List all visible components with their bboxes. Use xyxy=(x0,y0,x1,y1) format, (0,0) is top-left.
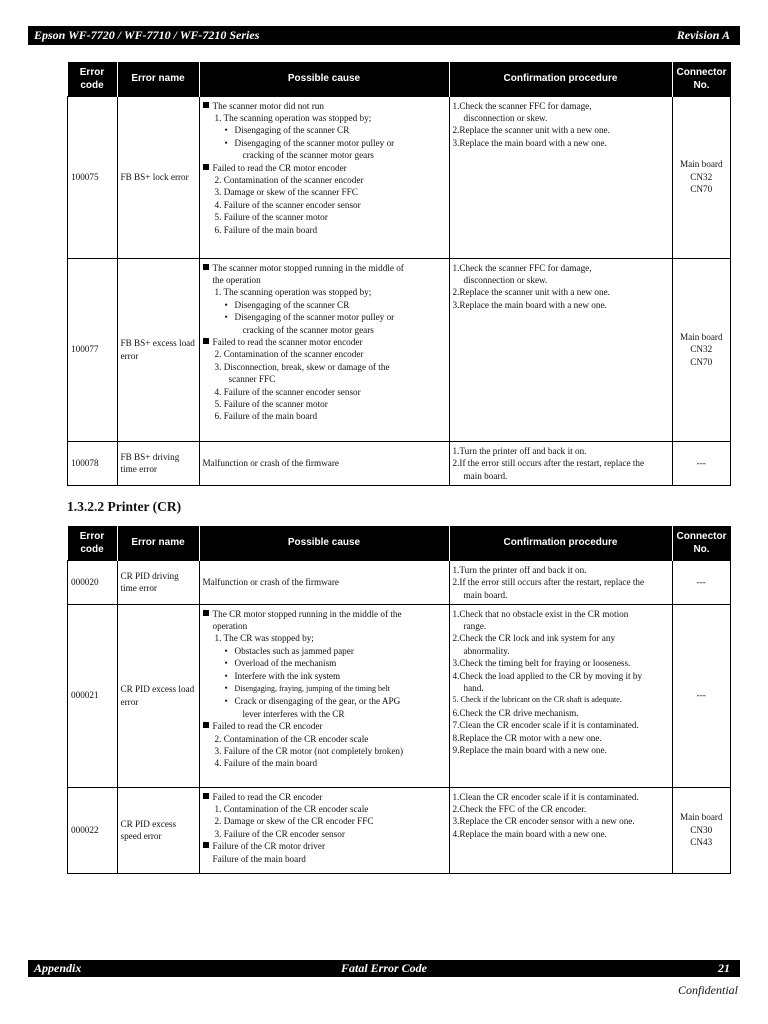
confirmation-line: 2.Check the CR lock and ink system for any xyxy=(452,633,616,644)
bullet-dot-icon: • xyxy=(224,299,228,310)
confidential-label: Confidential xyxy=(678,983,738,997)
square-bullet-icon xyxy=(203,164,209,170)
confirmation-cell xyxy=(449,604,672,787)
confirmation-line: disconnection or skew. xyxy=(463,274,548,285)
confirmation-cell xyxy=(449,787,672,873)
cause-line: 3. Disconnection, break, skew or damage of the xyxy=(214,361,390,372)
confirmation-line: 1.Turn the printer off and back it on. xyxy=(452,445,587,456)
col-confirmation: Confirmation procedure xyxy=(449,62,672,96)
connector-cell xyxy=(672,787,731,873)
connector-line: Main board xyxy=(679,812,723,823)
bullet-dot-icon: • xyxy=(224,670,228,681)
cause-line xyxy=(203,645,446,657)
bullet-text: Disengaging, fraying, jumping of the timing belt xyxy=(234,683,391,693)
bullet-dot-icon: • xyxy=(224,658,228,669)
confirmation-line: 2.Replace the scanner unit with a new one. xyxy=(452,287,610,298)
col-connector: Connector No. xyxy=(672,526,731,560)
cause-line: the operation xyxy=(212,274,261,285)
error-name-cell: CR PID excess speed error xyxy=(117,787,199,873)
confirmation-line: main board. xyxy=(463,589,508,600)
col-confirmation: Confirmation procedure xyxy=(449,526,672,560)
cause-line: Failed to read the scanner motor encoder xyxy=(203,336,446,348)
confirmation-line: 4.Check the load applied to the CR by moving it by xyxy=(452,670,643,681)
bullet-dot-icon: • xyxy=(224,312,228,323)
connector-cell xyxy=(672,560,731,604)
bullet-text: Obstacles such as jammed paper xyxy=(234,645,354,656)
possible-cause-cell xyxy=(199,787,449,873)
confirmation-line: main board. xyxy=(463,470,508,481)
connector-line: Main board xyxy=(679,331,723,342)
cause-line: 3. Damage or skew of the scanner FFC xyxy=(214,187,358,198)
confirmation-line: 3.Replace the main board with a new one. xyxy=(452,299,607,310)
square-bullet-icon xyxy=(203,338,209,344)
cause-line: 5. Failure of the scanner motor xyxy=(214,212,328,223)
cause-line xyxy=(203,657,446,669)
cause-line: Failed to read the CR encoder xyxy=(203,720,446,732)
possible-cause-cell xyxy=(199,560,449,604)
cause-line: Failure of the CR motor driver xyxy=(203,840,446,852)
connector-line: CN32 xyxy=(690,171,713,182)
scanner-error-table xyxy=(67,62,731,486)
cause-line: 4. Failure of the scanner encoder sensor xyxy=(214,386,361,397)
cause-line xyxy=(203,670,446,682)
cause-line: lever interferes with the CR xyxy=(242,708,345,719)
bullet-dot-icon: • xyxy=(224,137,228,148)
confirmation-line: disconnection or skew. xyxy=(463,112,548,123)
confirmation-cell xyxy=(449,258,672,441)
footer-section: Appendix xyxy=(34,961,82,975)
square-bullet-icon xyxy=(203,102,209,108)
possible-cause-cell xyxy=(199,96,449,258)
cause-line: 6. Failure of the main board xyxy=(214,224,318,235)
bullet-text: Overload of the mechanism xyxy=(234,658,337,669)
table-row xyxy=(68,604,731,787)
confirmation-line: 2.Replace the scanner unit with a new one. xyxy=(452,125,610,136)
confirmation-line: range. xyxy=(463,620,487,631)
bullet-text: Disengaging of the scanner motor pulley or xyxy=(234,312,395,323)
section-title: 1.3.2.2 Printer (CR) xyxy=(67,499,182,514)
cause-line: Failed to read the CR motor encoder xyxy=(203,162,446,174)
confirmation-line: 4.Replace the main board with a new one. xyxy=(452,828,607,839)
bullet-dot-icon: • xyxy=(224,645,228,656)
col-possible-cause: Possible cause xyxy=(199,62,449,96)
confirmation-cell xyxy=(449,96,672,258)
header-revision: Revision A xyxy=(676,28,730,42)
error-code-cell: 000021 xyxy=(68,604,118,787)
error-code-cell: 000022 xyxy=(68,787,118,873)
confirmation-line: abnormality. xyxy=(463,645,510,656)
error-code-cell: 100078 xyxy=(68,441,118,485)
confirmation-line: 2.Check the FFC of the CR encoder. xyxy=(452,803,587,814)
cause-line: Failed to read the CR encoder xyxy=(203,791,446,803)
connector-line: CN30 xyxy=(690,824,713,835)
error-name-cell: CR PID excess load error xyxy=(117,604,199,787)
square-bullet-icon xyxy=(203,610,209,616)
connector-line: --- xyxy=(696,576,706,587)
error-name-cell: FB BS+ excess load error xyxy=(117,258,199,441)
cause-line: 1. The CR was stopped by; xyxy=(214,633,314,644)
cause-line: 6. Failure of the main board xyxy=(214,411,318,422)
error-name-cell: FB BS+ lock error xyxy=(117,96,199,258)
bullet-dot-icon: • xyxy=(224,696,228,707)
connector-line: CN70 xyxy=(690,356,713,367)
confirmation-line: 1.Turn the printer off and back it on. xyxy=(452,564,587,575)
page-header xyxy=(28,26,740,45)
connector-cell xyxy=(672,441,731,485)
page-footer xyxy=(28,960,740,977)
error-code-cell: 100077 xyxy=(68,258,118,441)
square-bullet-icon xyxy=(203,842,209,848)
col-error-code: Error code xyxy=(68,62,118,96)
cause-line xyxy=(203,695,446,707)
connector-line: CN70 xyxy=(690,184,713,195)
col-error-name: Error name xyxy=(117,62,199,96)
cause-line: operation xyxy=(212,620,248,631)
cause-line: Malfunction or crash of the firmware xyxy=(202,577,339,588)
table-row xyxy=(68,787,731,873)
connector-line: --- xyxy=(696,690,706,701)
cause-line xyxy=(203,682,446,695)
cause-line: 1. Contamination of the CR encoder scale xyxy=(214,803,369,814)
error-name-cell: CR PID driving time error xyxy=(117,560,199,604)
col-connector: Connector No. xyxy=(672,62,731,96)
connector-line: CN43 xyxy=(690,837,713,848)
bullet-dot-icon: • xyxy=(224,682,228,693)
confirmation-line: 3.Replace the CR encoder sensor with a new one. xyxy=(452,816,635,827)
table-row xyxy=(68,258,731,441)
confirmation-line: hand. xyxy=(463,682,484,693)
cause-line: 3. Failure of the CR motor (not completely broken) xyxy=(214,745,404,756)
confirmation-line: 3.Check the timing belt for fraying or looseness. xyxy=(452,658,631,669)
bullet-dot-icon: • xyxy=(224,125,228,136)
confirmation-line: 9.Replace the main board with a new one. xyxy=(452,744,607,755)
bullet-text: Disengaging of the scanner CR xyxy=(234,125,350,136)
square-bullet-icon xyxy=(203,722,209,728)
connector-cell xyxy=(672,96,731,258)
square-bullet-icon xyxy=(203,793,209,799)
footer-page-number: 21 xyxy=(718,961,730,975)
confirmation-line: 1.Clean the CR encoder scale if it is contaminated. xyxy=(452,791,639,802)
col-possible-cause: Possible cause xyxy=(199,526,449,560)
cause-line: 2. Contamination of the CR encoder scale xyxy=(214,733,369,744)
connector-line: CN32 xyxy=(690,344,713,355)
cause-line: scanner FFC xyxy=(228,374,276,385)
possible-cause-cell xyxy=(199,258,449,441)
error-name-cell: FB BS+ driving time error xyxy=(117,441,199,485)
cause-line xyxy=(203,311,446,323)
square-bullet-icon xyxy=(203,264,209,270)
confirmation-line: 2.If the error still occurs after the restart, replace the xyxy=(452,458,645,469)
cause-line: cracking of the scanner motor gears xyxy=(242,150,374,161)
confirmation-cell xyxy=(449,441,672,485)
error-code-cell: 000020 xyxy=(68,560,118,604)
cause-line: 2. Damage or skew of the CR encoder FFC xyxy=(214,816,374,827)
col-error-name: Error name xyxy=(117,526,199,560)
confirmation-line: 1.Check that no obstacle exist in the CR motion xyxy=(452,608,629,619)
table-row xyxy=(68,560,731,604)
cause-line: 4. Failure of the scanner encoder sensor xyxy=(214,199,361,210)
confirmation-line: 8.Replace the CR motor with a new one. xyxy=(452,732,602,743)
cause-line: 3. Failure of the CR encoder sensor xyxy=(214,828,345,839)
cause-line: The scanner motor stopped running in the middle of xyxy=(203,262,446,274)
connector-cell xyxy=(672,604,731,787)
confirmation-line: 5. Check if the lubricant on the CR shaft is adequate. xyxy=(452,695,622,705)
cause-line: Failure of the main board xyxy=(212,853,306,864)
confirmation-line: 1.Check the scanner FFC for damage, xyxy=(452,100,592,111)
header-title: Epson WF-7720 / WF-7710 / WF-7210 Series xyxy=(34,28,260,42)
cause-line xyxy=(203,299,446,311)
bullet-text: Crack or disengaging of the gear, or the APG xyxy=(234,696,401,707)
confirmation-cell xyxy=(449,560,672,604)
col-error-code: Error code xyxy=(68,526,118,560)
connector-line: --- xyxy=(696,457,706,468)
confirmation-line: 1.Check the scanner FFC for damage, xyxy=(452,262,592,273)
cause-line: cracking of the scanner motor gears xyxy=(242,324,374,335)
table-row xyxy=(68,441,731,485)
cause-line: 5. Failure of the scanner motor xyxy=(214,398,328,409)
confirmation-line: 7.Clean the CR encoder scale if it is contaminated. xyxy=(452,720,639,731)
confirmation-line: 3.Replace the main board with a new one. xyxy=(452,137,607,148)
error-code-cell: 100075 xyxy=(68,96,118,258)
table-row xyxy=(68,96,731,258)
cause-line: Malfunction or crash of the firmware xyxy=(202,458,339,469)
cause-line xyxy=(203,124,446,136)
footer-chapter: Fatal Error Code xyxy=(340,961,427,975)
bullet-text: Interfere with the ink system xyxy=(234,670,341,681)
cause-line: 2. Contamination of the scanner encoder xyxy=(214,349,364,360)
confirmation-line: 2.If the error still occurs after the restart, replace the xyxy=(452,577,645,588)
cause-line: 1. The scanning operation was stopped by; xyxy=(214,287,372,298)
cause-line: The CR motor stopped running in the middle of the xyxy=(203,608,446,620)
cause-line xyxy=(203,137,446,149)
cause-line: 1. The scanning operation was stopped by; xyxy=(214,112,372,123)
bullet-text: Disengaging of the scanner CR xyxy=(234,299,350,310)
connector-cell xyxy=(672,258,731,441)
bullet-text: Disengaging of the scanner motor pulley or xyxy=(234,137,395,148)
cause-line: 4. Failure of the main board xyxy=(214,758,318,769)
cause-line: The scanner motor did not run xyxy=(203,100,446,112)
possible-cause-cell xyxy=(199,604,449,787)
confirmation-line: 6.Check the CR drive mechanism. xyxy=(452,707,579,718)
cr-error-table xyxy=(67,526,731,874)
cause-line: 2. Contamination of the scanner encoder xyxy=(214,174,364,185)
possible-cause-cell xyxy=(199,441,449,485)
connector-line: Main board xyxy=(679,159,723,170)
